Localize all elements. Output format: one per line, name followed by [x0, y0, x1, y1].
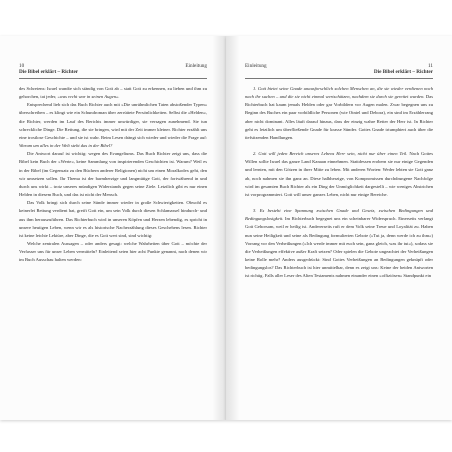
- paragraph: [19, 150, 207, 199]
- right-page-body: [245, 85, 433, 280]
- paragraph: [245, 150, 433, 199]
- paragraph: [19, 240, 207, 264]
- paragraph-text: Das Volk bringt sich durch seine Sünde immer wieder in große Schwierigkeiten. Obwohl es keinerlei Rettung verdient hat, greift Gott ein, um sein Volk durch diesen Schlamassel hindurch- und aus ihm herauszuführen. Das Richterbuch wird in unseren Köpfen und Herzen lebendig, es spricht in unsere heutigen Leben, wenn wir es als historische Nacherzählung dieses Geschehens lesen. Richter ist keine leichte Lektüre, aber Dinge, die es Gott wert sind, sind wichtig:: [19, 200, 207, 238]
- left-running-title: Die Bibel erklärt – Richter: [19, 69, 79, 75]
- paragraph-italic: »was recht war in seinen Augen«.: [57, 94, 120, 100]
- paragraph-text: Nach Gottes Willen sollte Israel das ganze Land Kanaan einnehmen. Stattdessen erobern sie nur einige Gegenden und lernten, mit den Götzen in ihrer Mitte zu leben. Mit anderen Worten: Weder lebten sie Gott ganz ab, noch nahmen sie ihn ganz an. Diese halbherzige, von Kompromissen durchdrungene Nachfolge wird im gesamten Buch Richter als ein Ding der Unmöglichkeit dargestellt – wie weniges Abstrichen ist vorprogrammiert. Gott will unser ganzes Leben, nicht nur einige Bereiche.: [245, 151, 433, 197]
- paragraph: [19, 101, 207, 150]
- paragraph-italic: 1. Gott bietet seine Gnade unausforschlich solchen Menschen an, die sie wieder verdienen noch nach ihr suchen – und die sie nicht einmal wertschätzen, nachdem sie durch sie gerettet wurden.: [245, 86, 433, 100]
- paragraph-text: Die Antwort darauf ist wichtig: wegen des Evangeliums. Das Buch Richter zeigt uns, dass die Bibel kein Buch der »Werte«, keine Sammlung von inspirierenden Geschichten ist. Warum? Weil es in der Bibel (im Gegensatz zu den Büchern anderer Religionen) nicht um einen Moralkodex geht, den wir umsetzen sollen. Ihr Thema ist der barmherzige und langmütige Gott, der fortwährend in und durch uns wirkt – trotz unseres mündigen Widerstands gegen seine Ziele. Letztlich gibt es nur einen Helden in diesem Buch, und das ist nicht der Mensch.: [19, 151, 207, 198]
- left-page-body: [19, 85, 207, 264]
- left-page: [0, 36, 226, 420]
- book-spread: [0, 36, 452, 420]
- paragraph: [245, 207, 433, 280]
- paragraph-italic: 2. Gott will jeden Bereich unseres Lebens Herr sein, nicht nur über einen Teil.: [253, 151, 408, 157]
- paragraph: [245, 85, 433, 142]
- right-running-title: Die Bibel erklärt – Richter: [373, 69, 433, 75]
- paragraph-text: Welche zentralen Aussagen – oder anders gesagt: welche Wahrheiten über Gott – möchte der Verfasser uns für unser Leben vermitteln? Einleitend seien hier acht Punkte genannt, nach denen wir im Buch Ausschau halten werden:: [19, 240, 207, 263]
- paragraph-text: Im Richterbuch begegnet uns ein scheinbarer Widerspruch. Einerseits verlangt Gott Gehorsam, weil er heilig ist. Andererseits ruft er dem Volk seine Treue und Loyalität zu. Haben nun seine Heiligkeit und seine als Bedingung formulierten Gebote (»Tut ja, denn werde ich zu ihm«) Vorrang vor den Verheißungen (»Ich werde immer mit euch sein, ganz gleich, was ihr tut«), sodass sie die Verheißungen effektive außer Kraft setzen? Oder spielen die Gebote ungeachtet der Verheißungen keine Rolle mehr? Anders ausgedrückt: Sind Gottes Verheißungen an Bedingungen geknüpft oder bedingungslos? Das Richterbuch ist hier unmittelbar, denn es zeigt uns: Keine der beiden Antworten ist richtig. Falls aller Leser des Alten Testaments nahmen einander einen »offiziösen« Standpunkt ein: [245, 216, 433, 279]
- left-page-number: 10: [19, 63, 25, 69]
- right-gutter-shadow: [226, 36, 240, 420]
- left-gutter-shadow: [212, 36, 226, 420]
- paragraph-text: Entsprechend lieb sich das Buch Richter auch mit »Die unrühmlichen Taten abstoßender Typen« überschreiben – es klingt wie ein Schundroman über zerrüttete Persönlichkeiten. Selbst die »Helden«, die Richter, werden im Lauf des Berichts immer unwürdiger, sie versagen zunehmend. Sie tun schreckliche Dinge. Die Rettung, die sie bringen, wird mit der Zeit immer kleiner. Richter erzählt uns eine trostlose Geschichte – und sie ist wahr. Beim Lesen drängt sich wieder und wieder die Frage auf:: [19, 102, 207, 140]
- right-page-number: 11: [428, 63, 433, 69]
- right-page: [226, 36, 452, 420]
- right-section-label: Einleitung: [245, 63, 267, 69]
- paragraph-text: des Schreiens: Israel wandte sich ständig von Gott ab – statt Gott zu erkennen, zu lieben und ihm zu gehorchen, tat jeder,: [19, 86, 207, 100]
- right-running-head: [245, 63, 433, 79]
- paragraph-italic: Warum um alles in der Welt steht das in der Bibel?: [19, 143, 113, 149]
- left-section-label: Einleitung: [185, 63, 207, 69]
- paragraph-italic: 3. Es besteht eine Spannung zwischen Gnade und Gesetz, zwischen Bedingungen und Bedingungslosigkeit.: [245, 208, 433, 222]
- left-running-head: [19, 63, 207, 79]
- paragraph: [19, 199, 207, 240]
- paragraph-text: Das Richterbuch hat kaum jemals Helden oder gar Vorbildern vor Augen malen. Zwar begegnen uns zu Beginn des Buches ein paar vorbildliche Personen (wie Otniel und Debora), ein sind im Erzählerrang aber nicht dominant. Alles läuft darauf hinaus, dass der einzig wahre Retter der Herr ist. In Richter geht es letztlich um überfließende Gnade für krasse Sünder. Gottes Gnade triumphiert auch über die tiefsitzenden Handlungen.: [245, 94, 433, 140]
- paragraph: [19, 85, 207, 101]
